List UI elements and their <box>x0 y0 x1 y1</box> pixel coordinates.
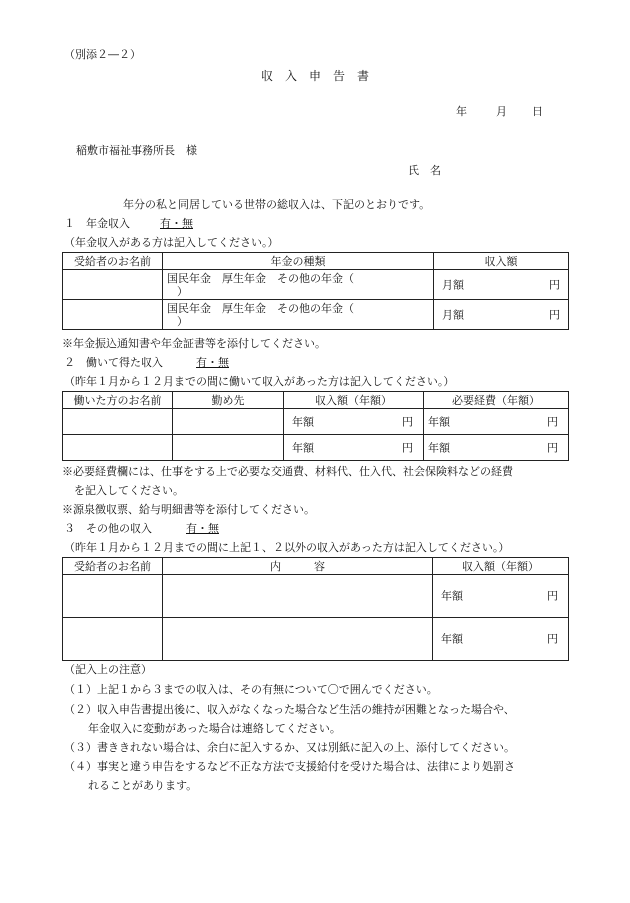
date-month: 月 <box>496 105 507 118</box>
intro-text: 年分の私と同居している世帯の総収入は、下記のとおりです。 <box>123 198 431 211</box>
pension-table <box>62 252 569 330</box>
income-unit: 円 <box>402 415 413 428</box>
note-item: （２）収入申告書提出後に、収入がなくなった場合など生活の維持が困難となった場合や、 <box>64 703 515 716</box>
section2-footnote-1b: を記入してください。 <box>74 484 184 497</box>
col-header-worker: 働いた方のお名前 <box>63 392 173 409</box>
table-row <box>63 618 569 661</box>
expense-unit: 円 <box>547 415 558 428</box>
amount-unit: 円 <box>547 589 558 603</box>
table-header-row <box>63 392 569 409</box>
annual-amount-cell[interactable] <box>433 618 569 661</box>
section1-footnote: ※年金振込通知書や年金証書等を添付してください。 <box>62 337 326 350</box>
section3-heading: ３ その他の収入 <box>64 522 152 535</box>
content-cell[interactable] <box>163 575 433 618</box>
table-header-row <box>63 558 569 575</box>
employer-cell[interactable] <box>173 409 284 435</box>
expense-prefix: 年額 <box>428 415 450 428</box>
expense-prefix: 年額 <box>428 441 450 454</box>
other-income-table <box>62 557 569 661</box>
note-item: （１）上記１から３までの収入は、その有無について〇で囲んでください。 <box>64 683 438 696</box>
amount-prefix: 年額 <box>441 632 463 646</box>
recipient-name-cell[interactable] <box>63 575 163 618</box>
expense-cell[interactable] <box>424 409 569 435</box>
section2-footnote-2: ※源泉徴収票、給与明細書等を添付してください。 <box>62 503 315 516</box>
pension-amount-cell[interactable] <box>434 300 569 330</box>
date-day: 日 <box>532 105 543 118</box>
amount-unit: 円 <box>549 308 560 321</box>
amount-prefix: 月額 <box>442 308 464 321</box>
note-item: （４）事実と違う申告をするなど不正な方法で支援給付を受けた場合は、法律により処罰さ <box>64 760 515 773</box>
employer-cell[interactable] <box>173 435 284 461</box>
notes-heading: （記入上の注意） <box>64 663 152 676</box>
col-header-content: 内 容 <box>163 558 433 575</box>
work-income-table <box>62 391 569 461</box>
income-prefix: 年額 <box>292 415 314 428</box>
name-label: 氏 名 <box>408 164 441 177</box>
section3-option[interactable]: 有・無 <box>186 522 219 535</box>
amount-unit: 円 <box>549 278 560 291</box>
table-row <box>63 575 569 618</box>
section2-option[interactable]: 有・無 <box>196 356 229 369</box>
addressee: 稲敷市福祉事務所長 様 <box>76 144 197 157</box>
page-title: 収 入 申 告 書 <box>260 69 369 83</box>
col-header-income: 収入額（年額） <box>284 392 424 409</box>
recipient-name-cell[interactable] <box>63 618 163 661</box>
section2-footnote-1: ※必要経費欄には、仕事をする上で必要な交通費、材料代、仕入代、社会保険料などの経費 <box>62 465 513 478</box>
col-header-annual-amount: 収入額（年額） <box>433 558 569 575</box>
pension-kind-cell[interactable] <box>163 270 434 300</box>
pension-kind-options: 国民年金 厚生年金 その他の年金（ <box>167 271 354 285</box>
pension-kind-options: 国民年金 厚生年金 その他の年金（ <box>167 301 354 315</box>
pension-kind-cell[interactable] <box>163 300 434 330</box>
col-header-amount: 収入額 <box>434 253 569 270</box>
table-header-row <box>63 253 569 270</box>
expense-unit: 円 <box>547 441 558 454</box>
content-cell[interactable] <box>163 618 433 661</box>
income-unit: 円 <box>402 441 413 454</box>
attachment-label: （別添２―２） <box>64 48 141 61</box>
amount-prefix: 年額 <box>441 589 463 603</box>
expense-cell[interactable] <box>424 435 569 461</box>
annual-amount-cell[interactable] <box>433 575 569 618</box>
section2-note: （昨年１月から１２月までの間に働いて収入があった方は記入してください。） <box>64 375 455 388</box>
table-row <box>63 300 569 330</box>
section2-heading: ２ 働いて得た収入 <box>64 356 163 369</box>
section1-heading: １ 年金収入 <box>64 217 130 230</box>
pension-kind-close: ） <box>177 284 188 298</box>
col-header-employer: 勤め先 <box>173 392 284 409</box>
amount-prefix: 月額 <box>442 278 464 291</box>
worker-name-cell[interactable] <box>63 409 173 435</box>
pension-amount-cell[interactable] <box>434 270 569 300</box>
table-row <box>63 270 569 300</box>
note-item: （３）書ききれない場合は、余白に記入するか、又は別紙に記入の上、添付してください。 <box>64 741 515 754</box>
income-prefix: 年額 <box>292 441 314 454</box>
table-row <box>63 409 569 435</box>
amount-unit: 円 <box>547 632 558 646</box>
recipient-name-cell[interactable] <box>63 270 163 300</box>
col-header-recipient: 受給者のお名前 <box>63 558 163 575</box>
income-cell[interactable] <box>284 435 424 461</box>
pension-kind-close: ） <box>177 314 188 328</box>
table-row <box>63 435 569 461</box>
note-item-continuation: 年金収入に変動があった場合は連絡してください。 <box>88 722 341 735</box>
note-item-continuation: れることがあります。 <box>88 779 198 792</box>
income-cell[interactable] <box>284 409 424 435</box>
col-header-expenses: 必要経費（年額） <box>424 392 569 409</box>
col-header-pension-kind: 年金の種類 <box>163 253 434 270</box>
section1-note: （年金収入がある方は記入してください。） <box>64 236 279 249</box>
date-year: 年 <box>456 105 467 118</box>
recipient-name-cell[interactable] <box>63 300 163 330</box>
section3-note: （昨年１月から１２月までの間に上記１、２以外の収入があった方は記入してください。） <box>64 541 510 554</box>
section1-option[interactable]: 有・無 <box>160 217 193 230</box>
worker-name-cell[interactable] <box>63 435 173 461</box>
col-header-recipient: 受給者のお名前 <box>63 253 163 270</box>
